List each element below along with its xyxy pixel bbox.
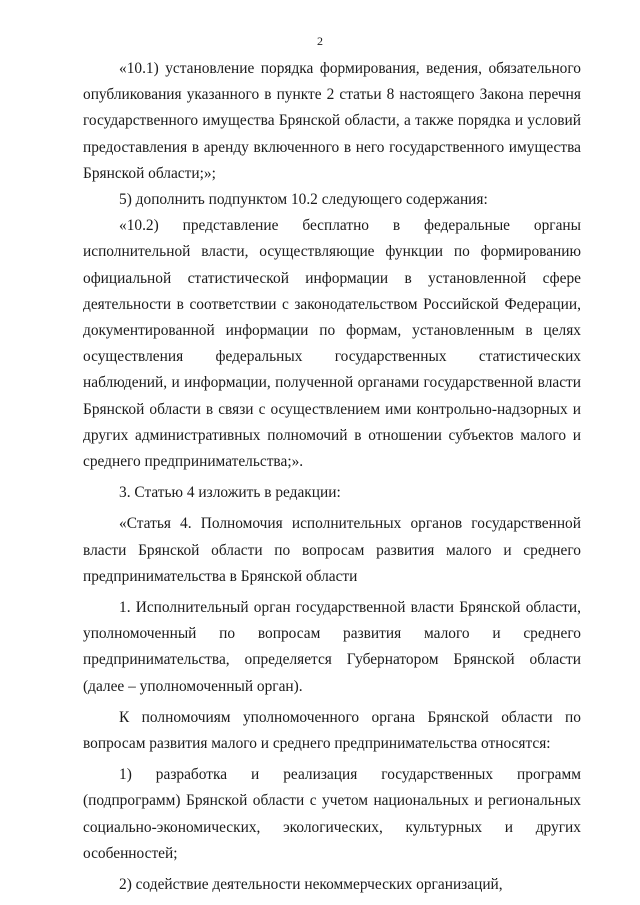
paragraph-article-4-title: «Статья 4. Полномочия исполнительных органов государственной власти Брянской области по вопросам развития малого и среднего предпринимательства в Брянской области [83,515,581,585]
paragraph-power-1: 1) разработка и реализация государственных программ (подпрограмм) Брянской области с учетом национальных и региональных социально-экономических, экологических, культурных и других особенностей; [83,766,581,862]
paragraph-article-4-part-1: 1. Исполнительный орган государственной власти Брянской области, уполномоченный по вопросам развития малого и среднего предпринимательства, определяется Губернатором Брянской области (далее – уполномоченный орган). [83,599,581,695]
paragraph-item-3: 3. Статью 4 изложить в редакции: [119,484,341,502]
paragraph-powers-intro: К полномочиям уполномоченного органа Брянской области по вопросам развития малого и среднего предпринимательства относятся: [83,708,581,753]
paragraph-clause-10-2: «10.2) представление бесплатно в федеральные органы исполнительной власти, осуществляющие функции по формированию официальной статистической информации в установленной сфере деятельности в соответствии с законодательством Российской Федерации, документированной информации по формам, установленным в целях осуществления федеральных государственных статистических наблюдений, и информации, полученной органами государственной власти Брянской области в связи с осуществлением ими контрольно-надзорных и других административных полномочий в отношении субъектов малого и среднего предпринимательства;». [83,217,581,471]
paragraph-power-2: 2) содействие деятельности некоммерческих организаций, [119,876,503,894]
page-number: 2 [317,34,323,48]
document-body [83,56,581,898]
paragraph-clause-10-1: «10.1) установление порядка формирования, ведения, обязательного опубликования указанного в пункте 2 статьи 8 настоящего Закона перечня государственного имущества Брянской области, а также порядка и условий предоставления в аренду включенного в него государственного имущества Брянской области;»; [83,60,581,182]
paragraph-item-5: 5) дополнить подпунктом 10.2 следующего содержания: [119,191,488,209]
